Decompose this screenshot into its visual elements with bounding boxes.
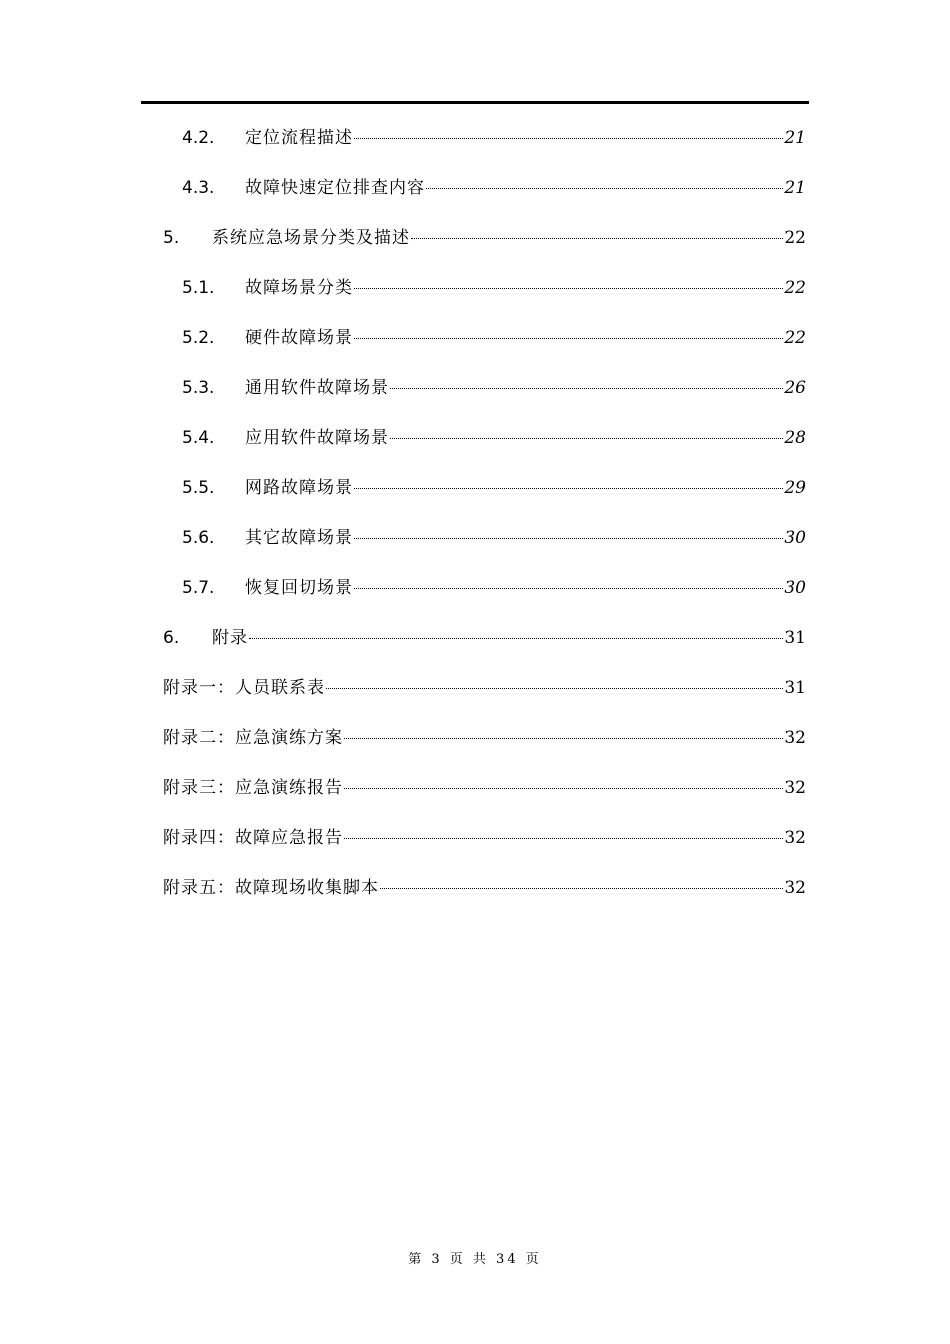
toc-leader [344, 788, 783, 789]
toc-entry-appendix-1[interactable] [163, 674, 806, 702]
toc-number: 5.5. [182, 478, 215, 498]
toc-title: 硬件故障场景 [245, 328, 353, 348]
toc-page: 32 [784, 728, 806, 748]
toc-leader [354, 288, 783, 289]
toc-page: 26 [784, 378, 806, 398]
toc-title: 附录一：人员联系表 [163, 678, 325, 698]
toc-entry-4-2[interactable] [182, 124, 806, 152]
toc-entry-5-6[interactable] [182, 524, 806, 552]
toc-title: 应用软件故障场景 [245, 428, 389, 448]
toc-number: 5.7. [182, 578, 215, 598]
toc-leader [354, 338, 783, 339]
toc-number: 5.4. [182, 428, 215, 448]
toc-page: 29 [784, 478, 806, 498]
toc-number: 4.3. [182, 178, 215, 198]
toc-title: 系统应急场景分类及描述 [212, 228, 410, 248]
toc-entry-appendix-4[interactable] [163, 824, 806, 852]
toc-title: 附录二：应急演练方案 [163, 728, 343, 748]
toc-entry-4-3[interactable] [182, 174, 806, 202]
toc-page: 30 [784, 578, 806, 598]
toc-leader [354, 138, 783, 139]
toc-entry-5[interactable] [163, 224, 806, 252]
toc-title: 通用软件故障场景 [245, 378, 389, 398]
toc-entry-5-7[interactable] [182, 574, 806, 602]
toc-leader [380, 888, 783, 889]
toc-page: 22 [784, 228, 806, 248]
toc-entry-5-3[interactable] [182, 374, 806, 402]
toc-number: 5.3. [182, 378, 215, 398]
toc-page: 32 [784, 878, 806, 898]
toc-leader [344, 738, 783, 739]
toc-number: 5. [163, 228, 180, 248]
toc-leader [354, 488, 783, 489]
toc-leader [390, 388, 783, 389]
toc-leader [411, 238, 783, 239]
toc-page: 21 [784, 128, 806, 148]
toc-entry-6[interactable] [163, 624, 806, 652]
toc-leader [390, 438, 783, 439]
toc-page: 28 [784, 428, 806, 448]
toc-entry-5-5[interactable] [182, 474, 806, 502]
toc-title: 网路故障场景 [245, 478, 353, 498]
toc-page: 32 [784, 778, 806, 798]
toc-number: 5.6. [182, 528, 215, 548]
toc-number: 4.2. [182, 128, 215, 148]
toc-entry-5-4[interactable] [182, 424, 806, 452]
toc-leader [249, 638, 783, 639]
toc-number: 6. [163, 628, 180, 648]
toc-page: 31 [784, 628, 806, 648]
toc-page: 22 [784, 328, 806, 348]
toc-page: 31 [784, 678, 806, 698]
toc-title: 附录四：故障应急报告 [163, 828, 343, 848]
toc-leader [426, 188, 783, 189]
toc-title: 故障快速定位排查内容 [245, 178, 425, 198]
toc-title: 恢复回切场景 [245, 578, 353, 598]
toc-title: 附录 [212, 628, 248, 648]
toc-page: 21 [784, 178, 806, 198]
toc-page: 22 [784, 278, 806, 298]
toc-entry-appendix-2[interactable] [163, 724, 806, 752]
toc-title: 定位流程描述 [245, 128, 353, 148]
toc-leader [354, 538, 783, 539]
toc-title: 附录三：应急演练报告 [163, 778, 343, 798]
toc-entry-5-1[interactable] [182, 274, 806, 302]
toc-title: 其它故障场景 [245, 528, 353, 548]
toc-page: 30 [784, 528, 806, 548]
toc-entry-appendix-3[interactable] [163, 774, 806, 802]
toc-entry-appendix-5[interactable] [163, 874, 806, 902]
toc-leader [326, 688, 783, 689]
toc-leader [344, 838, 783, 839]
toc-title: 故障场景分类 [245, 278, 353, 298]
toc-title: 附录五：故障现场收集脚本 [163, 878, 379, 898]
toc-page: 32 [784, 828, 806, 848]
toc-number: 5.1. [182, 278, 215, 298]
page-footer: 第 3 页 共 34 页 [408, 1252, 542, 1267]
toc-entry-5-2[interactable] [182, 324, 806, 352]
toc-leader [354, 588, 783, 589]
toc-number: 5.2. [182, 328, 215, 348]
